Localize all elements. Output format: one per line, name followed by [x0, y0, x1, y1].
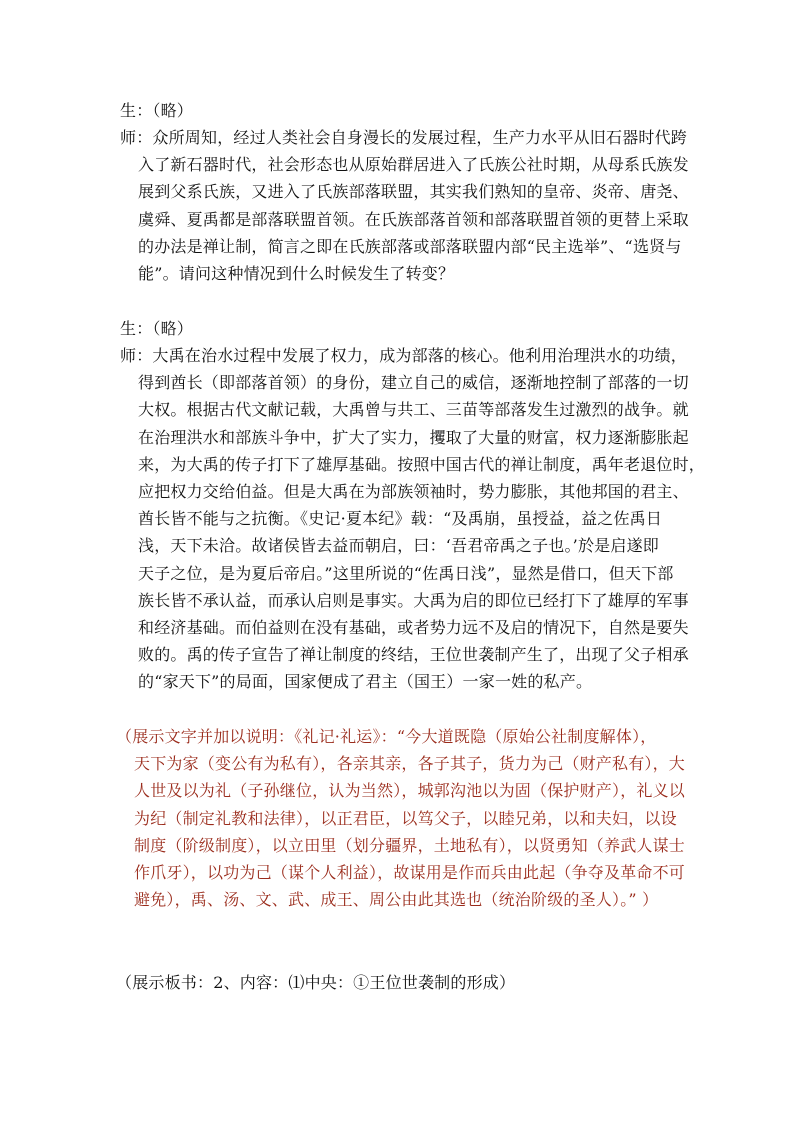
- quotation-block: [116, 723, 686, 913]
- text-line: 展到父系氏族，又进入了氏族部落联盟，其实我们熟知的皇帝、炎帝、唐尧、: [138, 182, 689, 202]
- text-line: 避免），禹、汤、文、武、成王、周公由此其选也（统治阶级的圣人）。” ）: [134, 890, 659, 910]
- text-line: 生：（略）: [120, 101, 194, 120]
- text-line: 入了新石器时代，社会形态也从原始群居进入了氏族公社时期，从母系氏族发: [138, 155, 689, 175]
- text-line: 应把权力交给伯益。但是大禹在为部族领袖时，势力膨胀，其他邦国的君主、: [138, 482, 689, 502]
- text-line: 得到酋长（即部落首领）的身份，建立自己的威信，逐渐地控制了部落的一切: [138, 373, 689, 393]
- student-reply-1: [120, 97, 690, 124]
- text-line: 师：大禹在治水过程中发展了权力，成为部落的核心。他利用治理洪水的功绩，: [120, 346, 688, 365]
- text-line: 族长皆不承认益，而承认启则是事实。大禹为启的即位已经打下了雄厚的军事: [138, 590, 689, 610]
- text-line: 制度（阶级制度），以立田里（划分疆界，土地私有），以贤勇知（养武人谋士: [134, 835, 686, 855]
- text-line: 为纪（制定礼教和法律），以正君臣，以笃父子，以睦兄弟，以和夫妇，以设: [134, 808, 677, 828]
- text-line: 天下为家（变公有为私有），各亲其亲，各子其子，货力为己（财产私有），大: [134, 754, 686, 774]
- text-line: 天子之位，是为夏后帝启。”这里所说的“佐禹日浅”，显然是借口，但天下部: [138, 563, 674, 583]
- text-line: 来，为大禹的传子打下了雄厚基础。按照中国古代的禅让制度，禹年老退位时，: [138, 454, 706, 474]
- text-line: 酋长皆不能与之抗衡。《史记·夏本纪》载：“及禹崩，虽授益，益之佐禹日: [138, 509, 663, 529]
- text-line: 在治理洪水和部族斗争中，扩大了实力，攫取了大量的财富，权力逐渐膨胀起: [138, 427, 689, 447]
- text-line: 作爪牙），以功为己（谋个人利益），故谋用是作而兵由此起（争夺及革命不可: [134, 863, 686, 883]
- text-line: 败的。禹的传子宣告了禅让制度的终结，王位世袭制产生了，出现了父子相承: [138, 645, 689, 665]
- text-line: 的办法是禅让制，简言之即在氏族部落或部落联盟内部“民主选举”、“选贤与: [138, 236, 682, 256]
- text-line: 能”。请问这种情况到什么时候发生了转变？: [138, 264, 455, 284]
- student-reply-2: [120, 315, 690, 342]
- text-line: 人世及以为礼（子孙继位，认为当然），城郭沟池以为固（保护财产），礼义以: [134, 781, 686, 801]
- text-line: 大权。根据古代文献记载，大禹曾与共工、三苗等部落发生过激烈的战争。就: [138, 400, 689, 420]
- text-line: 的“家天下”的局面，国家便成了君主（国王）一家一姓的私产。: [138, 672, 593, 692]
- text-line: 浅，天下未洽。故诸侯皆去益而朝启，曰：‘吾君帝禹之子也。’於是启遂即: [138, 536, 659, 556]
- text-line: （展示板书：2、内容：⑴中央：①王位世袭制的形成）: [116, 973, 516, 992]
- text-line: 虞舜、夏禹都是部落联盟首领。在氏族部落首领和部落联盟首领的更替上采取: [138, 209, 689, 229]
- text-line: 师：众所周知，经过人类社会自身漫长的发展过程，生产力水平从旧石器时代跨: [120, 128, 688, 147]
- board-note: [116, 969, 686, 996]
- teacher-paragraph-2: [120, 342, 706, 696]
- text-line: 和经济基础。而伯益则在没有基础，或者势力远不及启的情况下，自然是要失: [138, 618, 689, 638]
- teacher-paragraph-1: [120, 124, 690, 287]
- text-line: 生：（略）: [120, 319, 194, 338]
- text-line: （展示文字并加以说明：《礼记·礼运》：“今大道既隐（原始公社制度解体），: [116, 727, 657, 746]
